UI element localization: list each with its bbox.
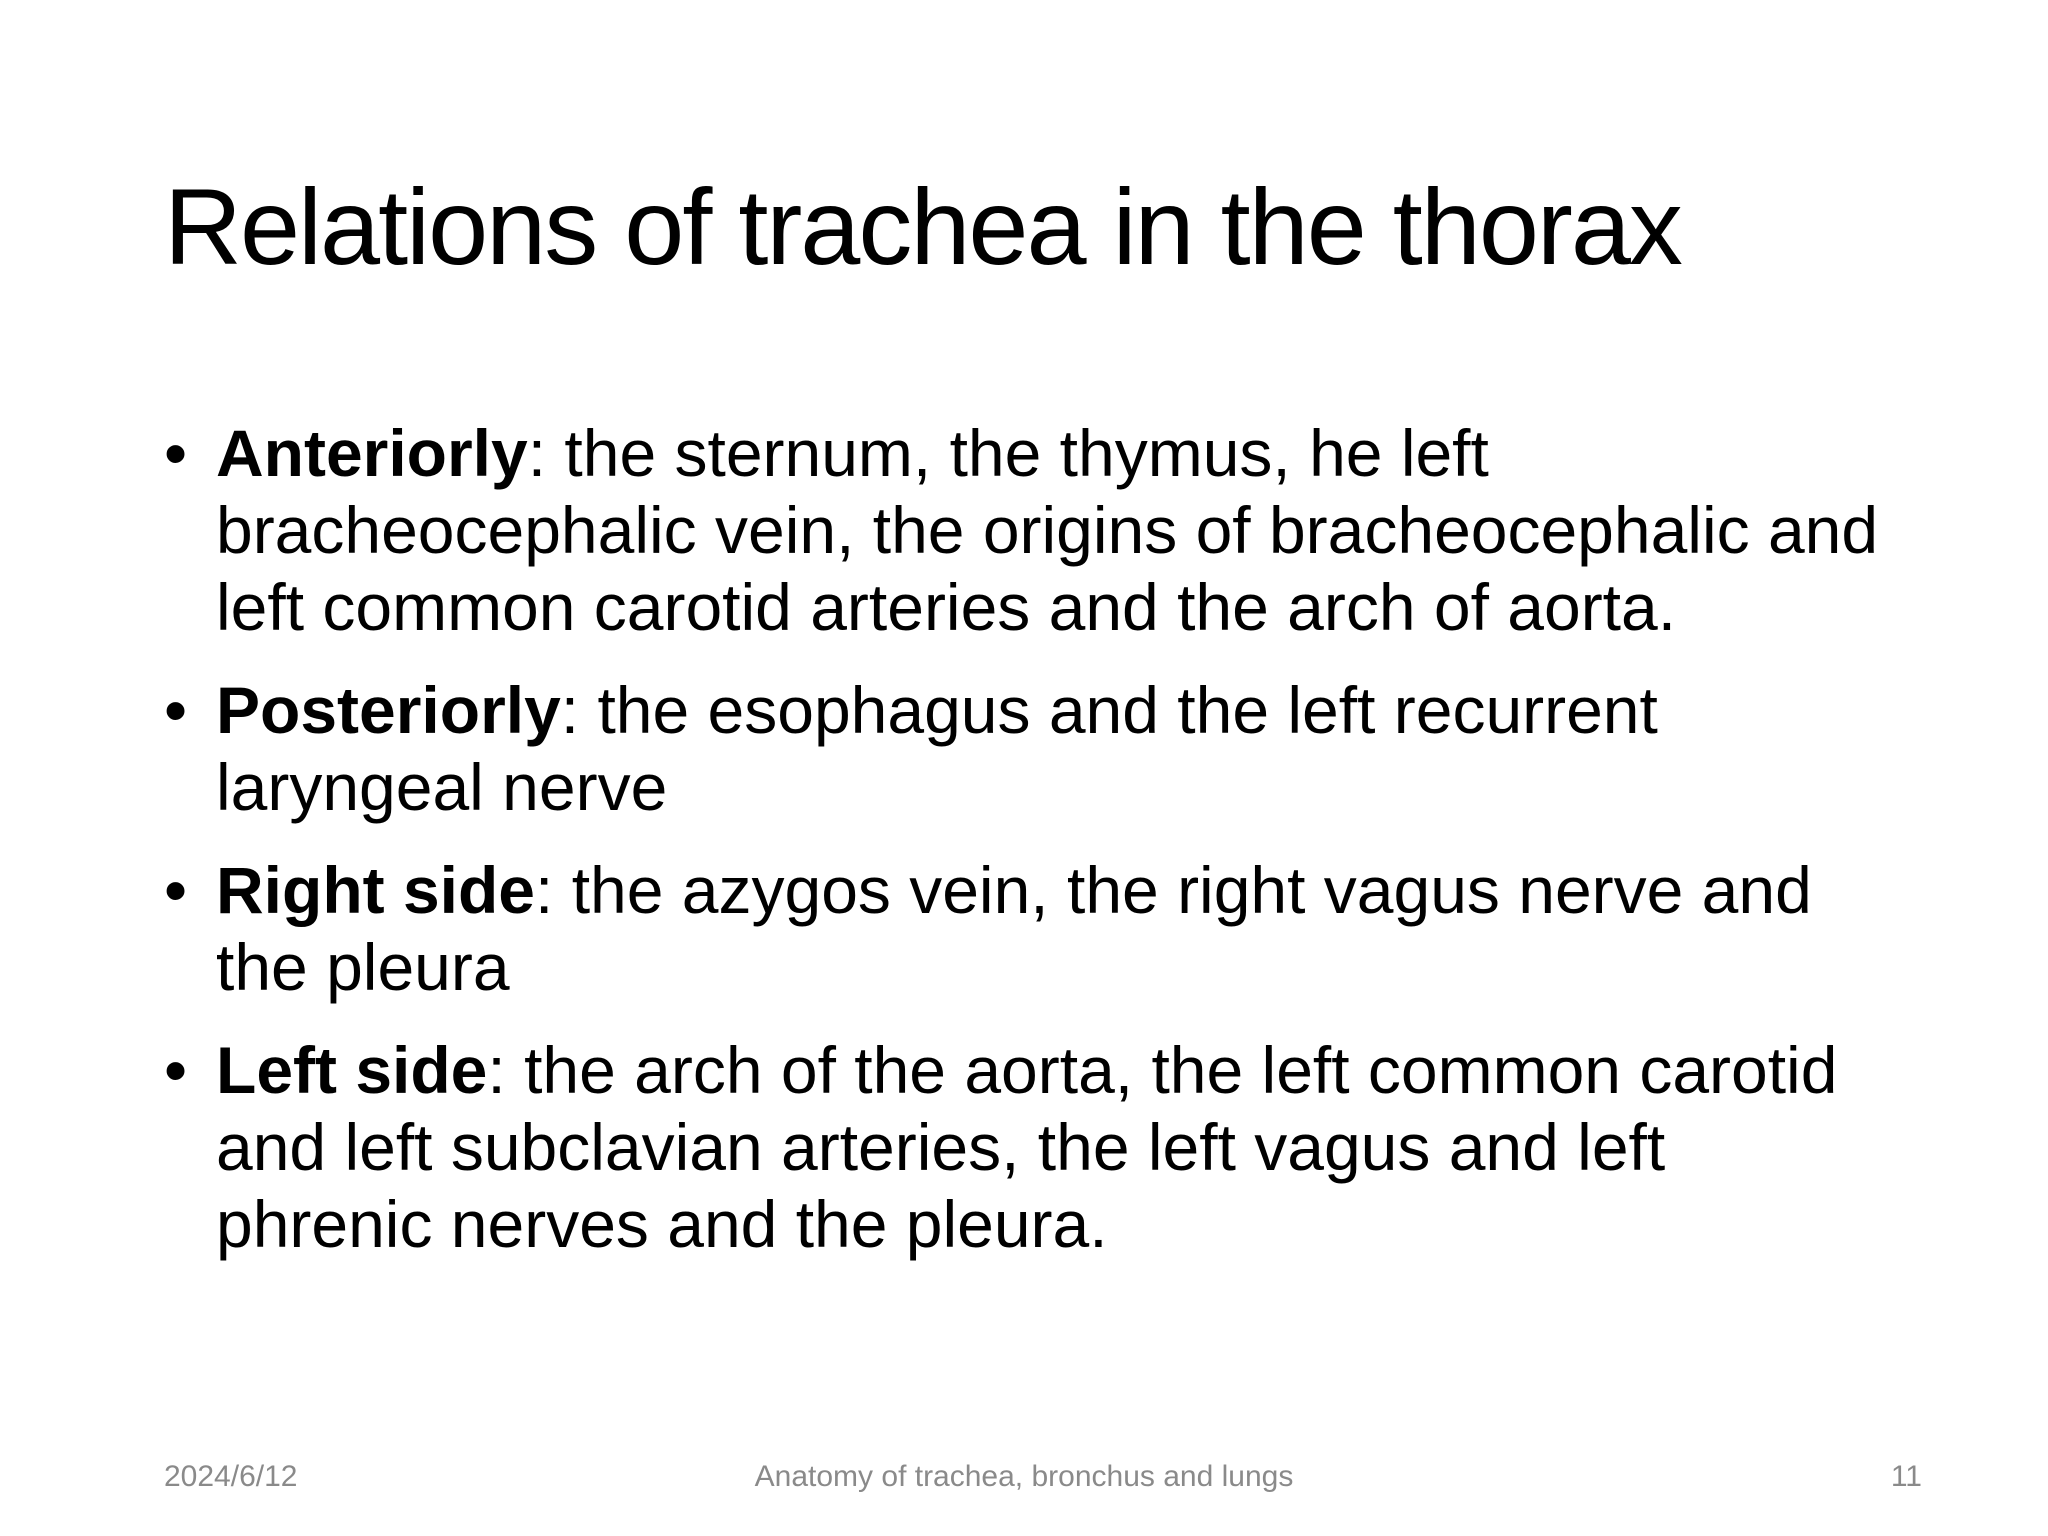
footer-page-number: 11 bbox=[1890, 1460, 1922, 1493]
bullet-item-posteriorly bbox=[164, 672, 1884, 826]
bullet-term: Posteriorly bbox=[216, 673, 561, 747]
footer-date: 2024/6/12 bbox=[164, 1460, 298, 1493]
bullet-term: Left side bbox=[216, 1033, 488, 1107]
bullet-text: : the sternum, the thymus, he left bracheocephalic vein, the origins of bracheocephalic and left common carotid arteries and the arch of aorta. bbox=[216, 416, 1879, 644]
bullet-dot-icon: • bbox=[164, 673, 188, 747]
bullet-text: : the azygos vein, the right vagus nerve and the pleura bbox=[216, 853, 1812, 1004]
bullet-dot-icon: • bbox=[164, 853, 188, 927]
bullet-item-left-side bbox=[164, 1032, 1884, 1263]
bullet-item-anteriorly bbox=[164, 415, 1884, 646]
bullet-term: Right side bbox=[216, 853, 536, 927]
bullet-term: Anteriorly bbox=[216, 416, 528, 490]
footer-title: Anatomy of trachea, bronchus and lungs bbox=[754, 1460, 1294, 1493]
bullet-dot-icon: • bbox=[164, 1033, 188, 1107]
bullet-list bbox=[164, 415, 1884, 1289]
bullet-item-right-side bbox=[164, 852, 1884, 1006]
bullet-dot-icon: • bbox=[164, 416, 188, 490]
slide-title: Relations of trachea in the thorax bbox=[164, 166, 1681, 287]
bullet-text: : the arch of the aorta, the left common carotid and left subclavian arteries, the left vagus and left phrenic nerves and the pleura. bbox=[216, 1033, 1838, 1261]
bullet-text: : the esophagus and the left recurrent laryngeal nerve bbox=[216, 673, 1658, 824]
